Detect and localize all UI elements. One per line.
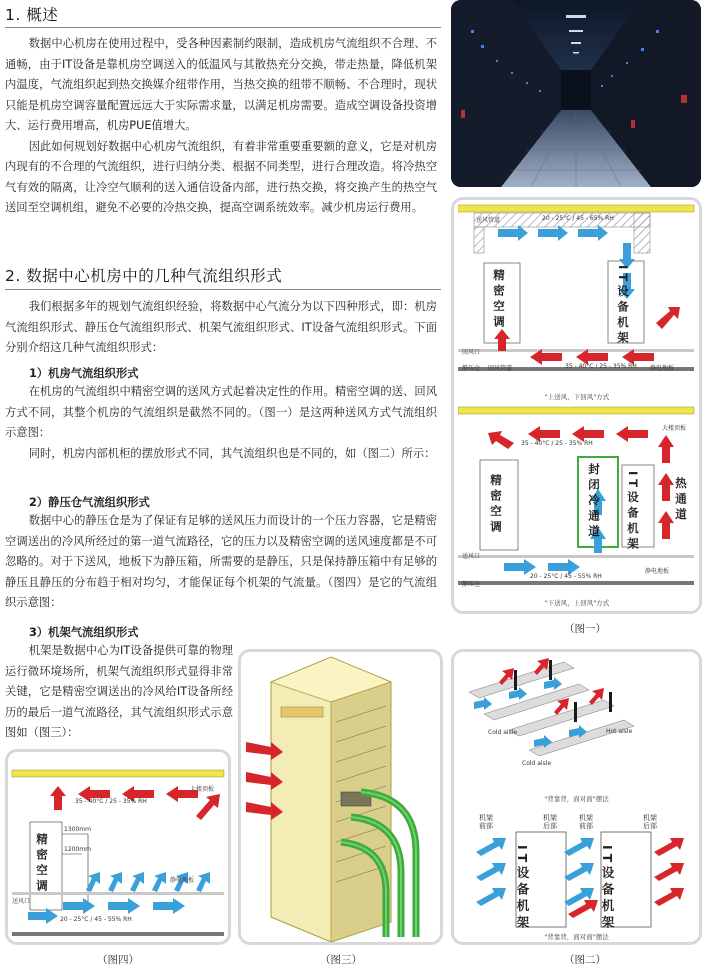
section-2-intro (5, 297, 437, 359)
it-rack-label-2b: IT设备机架 (600, 845, 615, 933)
supply-port-label-4: 送风口 (12, 898, 31, 905)
temp-bottom-label-b: 20 - 25°C / 45 - 55% RH (530, 573, 602, 580)
temp-top-label-4: 35 - 40°C / 25 - 35% RH (75, 798, 147, 805)
return-duct-label: 回风管道 (488, 365, 513, 372)
section-2-rule (5, 289, 441, 290)
rack-front-label-2: 机架前部 (579, 814, 593, 830)
it-rack-label-2a: IT设备机架 (515, 845, 530, 933)
figure-3-panel (238, 649, 443, 945)
section-1-body (5, 34, 437, 219)
static-box-label: 静压仓 (462, 365, 481, 372)
subsection-1-paragraph: 在机房的气流组织中精密空调的送风方式起着决定性的作用。精密空调的送、回风方式不同，其整个机房的气流组织是截然不同的。（图一）是这两种送风方式气流组织示意图： (5, 385, 437, 439)
subsection-1-body (5, 382, 437, 464)
subsection-2-title: 2）静压仓气流组织形式 (29, 496, 150, 509)
hot-aisle-label: 热通道 (674, 477, 688, 524)
cold-aisle-label: 封闭冷通道 (587, 463, 601, 541)
subsection-3-paragraph: 机架是数据中心为IT设备提供可靠的物理运行微环境场所，机架气流组织形式显得非常关键，它是精密空调送出的冷风给IT设备所经历的最后一道气流路径，其气流组织形式示意图如（图三）： (5, 644, 233, 739)
subsection-1-title: 1）机房气流组织形式 (29, 367, 139, 380)
hot-aisle-label-2: Hot aisle (606, 728, 633, 735)
section-1-rule (5, 27, 441, 28)
rack-back-label-2: 机架后部 (643, 814, 657, 830)
floor-label-b: 静电地板 (645, 568, 670, 575)
cold-aisle-label-1: Cold aisle (488, 729, 518, 736)
subsection-2-body (5, 511, 437, 614)
figure-4-caption: （图四） (97, 954, 139, 966)
rack-back-label-1: 机架后部 (543, 814, 557, 830)
subsection-3-title: 3）机架气流组织形式 (29, 626, 139, 639)
ceiling-label-b: 大楼顶板 (662, 425, 687, 432)
subsection-1-paragraph: 同时，机房内部机柜的摆放形式不同，其气流组织也是不同的，如（图二）所示： (28, 446, 436, 460)
floor-label: 静电地板 (650, 365, 675, 372)
ac-unit-label-b: 精密空调 (489, 474, 503, 536)
temp-bottom-label-4: 20 - 25°C / 45 - 55% RH (60, 916, 132, 923)
diagram-1b-caption: "下送风，上回风"方式 (544, 599, 610, 607)
return-port-label: 回风口 (462, 349, 481, 356)
supply-port-label-b: 送风口 (462, 553, 481, 560)
server-room-photo (451, 0, 701, 187)
ceiling-label-4: 大楼顶板 (190, 786, 215, 793)
section-2-heading: 2. 数据中心机房中的几种气流组织形式 (5, 267, 283, 285)
section-1-paragraph: 因此如何规划好数据中心机房气流组织，有着非常重要重要额的意义，它是对机房内现有的不合理的气流组织，进行归纳分类、根据不同类型，进行合理改造。将冷热空气有效的隔离，让冷空气顺利的送入通信设备内部，进行热交换，将交换产生的热空气送回至空调机组，避免不必要的冷热交换，提高空调系统效率。减少机房运行费用。 (5, 139, 437, 214)
floor-label-4: 静电地板 (170, 877, 195, 884)
cold-aisle-label-2: Cold aisle (522, 760, 552, 767)
dimension-1300: 1300mm (64, 826, 91, 833)
static-box-label-b: 静压仓 (462, 581, 481, 588)
subsection-2-paragraph: 数据中心的静压仓是为了保证有足够的送风压力而设计的一个压力容器，它是精密空调送出的冷风所经过的第一道气流路径，它的压力以及精密空调的送风速度都是不可忽略的。对于下送风，地板下为静压箱，所需要的是静压，只是保持静压箱中有足够的静压且静压的分布趋于相对均匀，才能保证每个机架的气流量。（图四）是它的气流组织示意图： (5, 514, 437, 609)
section-2-intro-text: 我们根据多年的规划气流组织经验，将数据中心气流分为以下四种形式，即：机房气流组织形式、静压仓气流组织形式、机架气流组织形式、IT设备气流组织形式。下面分别介绍这几种气流组织形式： (5, 300, 437, 354)
temp-top-label-b: 35 - 40°C / 25 - 35% RH (521, 440, 593, 447)
diagram-1a-caption: "上送风，下回风"方式 (544, 393, 610, 401)
section-1-paragraph: 数据中心机房在使用过程中，受各种因素制约限制，造成机房气流组织不合理、不通畅，由于IT设备是靠机房空调送入的低温风与其散热充分交换，带走热量，降低机架内温度，气流组织起到热交换媒介纽带作用，当热交换的纽带不顺畅、不合理时，现状只能是机房空调容量配置远远大于实际需求量，以满足机房需要。造成空调设备投资增大、运行费用增高，机房PUE值增大。 (5, 37, 437, 132)
temp-top-label: 20 - 25°C / 45 - 65% RH (542, 215, 614, 222)
subsection-3-body (5, 641, 233, 744)
ac-unit-label-4: 精密空调 (35, 833, 49, 895)
ac-unit-label: 精密空调 (492, 269, 506, 331)
figure-3-caption: （图三） (320, 954, 362, 966)
temp-bottom-label: 35 - 40°C / 25 - 35% RH (565, 363, 637, 370)
section-1-heading: 1. 概述 (5, 6, 59, 24)
diagram-2-bottom-caption: "背靠背，面对面"摆法 (544, 933, 609, 941)
dimension-1200: 1200mm (64, 846, 91, 853)
supply-duct-label: 送风管道 (476, 217, 501, 224)
figure-1-caption: （图一） (564, 623, 606, 635)
rack-front-label-1: 机架前部 (479, 814, 493, 830)
diagram-2-top-caption: "背靠背，面对面"摆法 (544, 795, 609, 803)
it-rack-label-b: IT设备机架 (626, 471, 640, 554)
it-rack-label: IT设备机架 (616, 265, 630, 348)
figure-2-caption: （图二） (564, 954, 606, 966)
